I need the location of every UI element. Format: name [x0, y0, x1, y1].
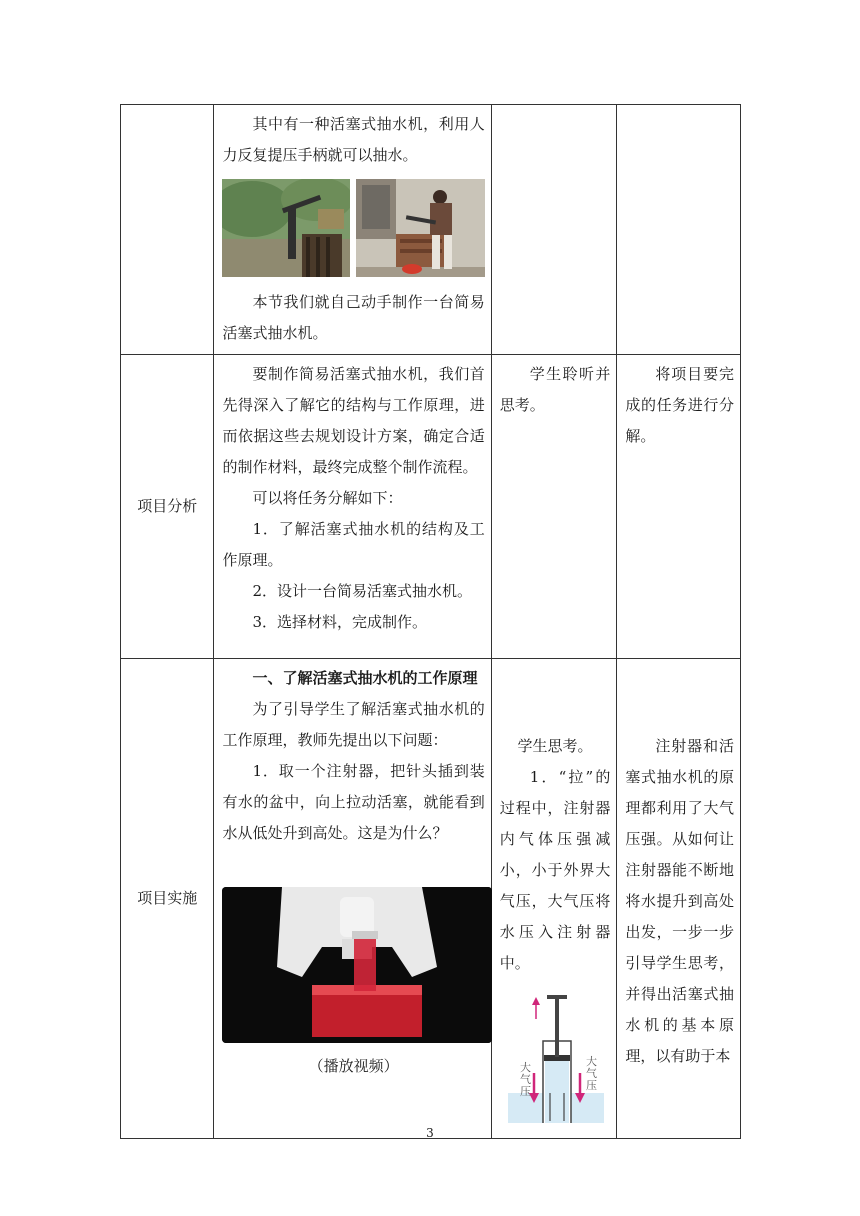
paragraph: 注射器和活塞式抽水机的原理都利用了大气压强。从如何让注射器能不断地将水提升到高处出发，一步一步引导学生思考，并得出活塞式抽水机的基本原理，以有助于本 — [625, 737, 734, 1065]
lesson-plan-table — [120, 104, 741, 1139]
table-row — [121, 105, 741, 355]
content-cell — [214, 355, 491, 659]
student-activity-cell — [491, 355, 617, 659]
table-row — [121, 355, 741, 659]
left-label-2: 气 — [519, 1073, 531, 1086]
left-label-1: 大 — [519, 1061, 531, 1074]
student-activity-cell — [491, 659, 617, 1139]
left-label-3: 压 — [519, 1085, 531, 1098]
paragraph: 其中有一种活塞式抽水机，利用人力反复提压手柄就可以抽水。 — [222, 115, 485, 164]
syringe-diagram — [502, 991, 611, 1134]
paragraph: 要制作简易活塞式抽水机，我们首先得深入了解它的结构与工作原理，进而依据这些去规划设计方案，确定合适的制作材料，最终完成整个制作流程。 — [222, 365, 485, 476]
paragraph: 1．了解活塞式抽水机的结构及工作原理。 — [222, 520, 485, 569]
design-intent-cell — [617, 105, 741, 355]
right-label-1: 大 — [585, 1055, 597, 1068]
video-player[interactable] — [222, 887, 492, 1043]
photo-row — [222, 179, 484, 277]
right-label-3: 压 — [585, 1079, 597, 1092]
design-intent-cell — [617, 355, 741, 659]
right-label-2: 气 — [585, 1067, 597, 1080]
paragraph: 3．选择材料，完成制作。 — [252, 613, 427, 631]
paragraph: 1．“拉”的过程中，注射器内气体压强减小，小于外界大气压，大气压将水压入注射器中。 — [499, 768, 611, 972]
paragraph: 可以将任务分解如下： — [252, 489, 403, 507]
design-intent-cell — [617, 659, 741, 1139]
content-cell — [214, 105, 491, 355]
stage-cell — [121, 105, 214, 355]
table-row — [121, 659, 741, 1139]
hand-pump-photo — [222, 179, 350, 277]
page-number: 3 — [426, 1126, 434, 1140]
paragraph: 2．设计一台简易活塞式抽水机。 — [252, 582, 472, 600]
stage-cell: 项目分析 — [121, 355, 214, 659]
paragraph: 1．取一个注射器，把针头插到装有水的盆中，向上拉动活塞，就能看到水从低处升到高处。这是为什么？ — [222, 762, 485, 842]
paragraph: 学生聆听并思考。 — [499, 365, 611, 414]
video-caption: （播放视频） — [308, 1057, 399, 1075]
student-activity-cell — [491, 105, 617, 355]
paragraph: 学生思考。 — [517, 737, 593, 755]
woman-pumping-photo — [356, 179, 485, 277]
paragraph: 将项目要完成的任务进行分解。 — [625, 365, 734, 445]
content-cell — [214, 659, 491, 1139]
paragraph: 本节我们就自己动手制作一台简易活塞式抽水机。 — [222, 293, 485, 342]
paragraph: 为了引导学生了解活塞式抽水机的工作原理，教师先提出以下问题： — [222, 700, 485, 749]
stage-cell: 项目实施 — [121, 659, 214, 1139]
section-heading: 一、了解活塞式抽水机的工作原理 — [252, 669, 478, 687]
